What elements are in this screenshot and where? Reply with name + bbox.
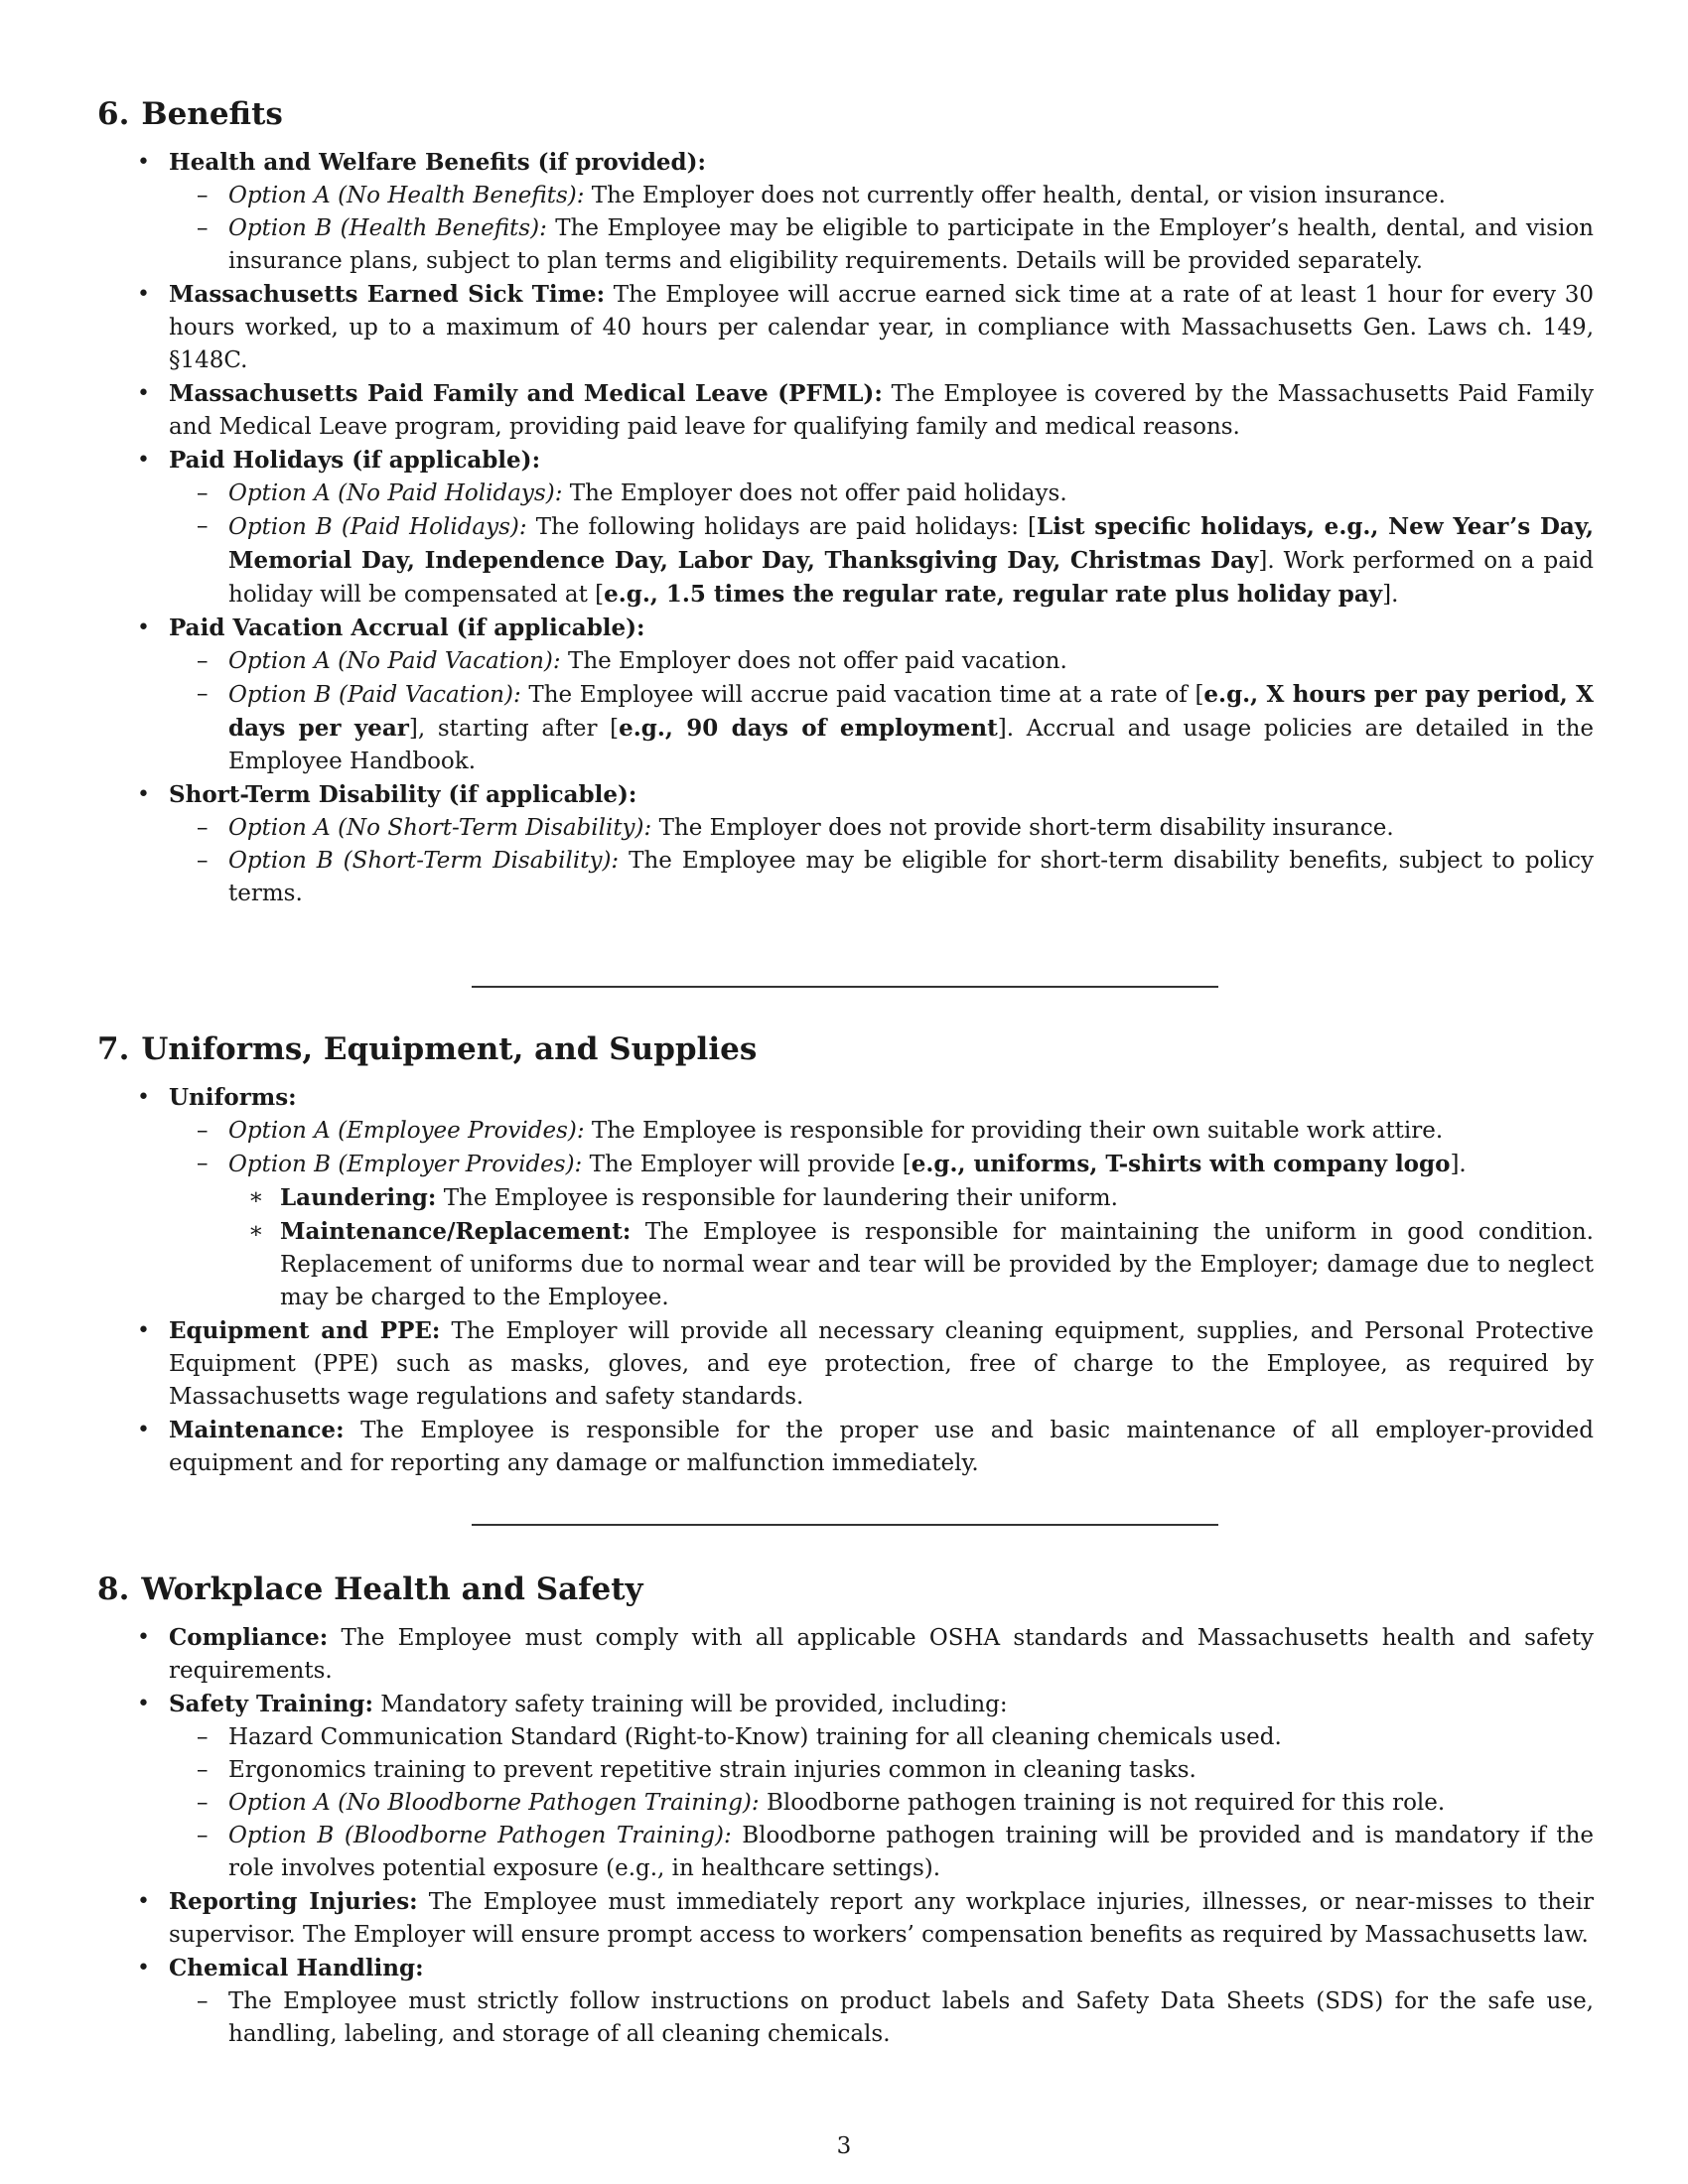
training-item: – Ergonomics training to prevent repetitive strain injuries common in cleaning tasks. bbox=[99, 1754, 1594, 1787]
section-benefits bbox=[99, 94, 1594, 910]
list-item-uniforms: • Uniforms: – Option A (Employee Provides): The Employee is responsible for providing their own suitable work attire. – Option B (Employer Provides): The Employer will provide [e.g., uniforms, T-shirts with company logo]. ∗ Laundering: The Employee is responsible for laundering their uniform. ∗ Maintenance/Replacement: The Employee is responsible for maintaining the uniform in good condition. Replacement of uniforms due to normal wear and tear will be provided by the Employer; damage due to neglect may be charged to the Employee. bbox=[99, 1081, 1594, 1314]
section-heading: 7. Uniforms, Equipment, and Supplies bbox=[97, 1031, 758, 1067]
option-item: – Option A (No Bloodborne Pathogen Training): Bloodborne pathogen training is not required for this role. bbox=[99, 1787, 1594, 1820]
option-item: – Option B (Employer Provides): The Employer will provide [e.g., uniforms, T-shirts with company logo]. ∗ Laundering: The Employee is responsible for laundering their uniform. ∗ Maintenance/Replacement: The Employee is responsible for maintaining the uniform in good condition. Replacement of uniforms due to normal wear and tear will be provided by the Employer; damage due to neglect may be charged to the Employee. bbox=[99, 1148, 1594, 1314]
list-item-holidays: • Paid Holidays (if applicable): – Option A (No Paid Holidays): The Employer does not offer paid holidays. – Option B (Paid Holidays): The following holidays are paid holidays: [List specific holidays, e.g., New Year’s Day, Memorial Day, Independence Day, Labor Day, Thanksgiving Day, Christmas Day]. Work performed on a paid holiday will be compensated at [e.g., 1.5 times the regular rate, regular rate plus holiday pay]. bbox=[99, 444, 1594, 612]
page-number: 3 bbox=[836, 2133, 852, 2159]
option-item: – Option A (No Paid Holidays): The Employer does not offer paid holidays. bbox=[99, 478, 1594, 510]
sub-option-item: ∗ Laundering: The Employee is responsible for laundering their uniform. bbox=[99, 1181, 1594, 1215]
option-item: – Option B (Paid Holidays): The following holidays are paid holidays: [List specific holidays, e.g., New Year’s Day, Memorial Day, Independence Day, Labor Day, Thanksgiving Day, Christmas Day]. Work performed on a paid holiday will be compensated at [e.g., 1.5 times the regular rate, regular rate plus holiday pay]. bbox=[99, 510, 1594, 612]
option-item: – Option B (Bloodborne Pathogen Training): Bloodborne pathogen training will be provided and is mandatory if the role involves potential exposure (e.g., in healthcare settings). bbox=[99, 1820, 1594, 1885]
list-item-reporting-injuries: • Reporting Injuries: The Employee must immediately report any workplace injuries, illnesses, or near-misses to their supervisor. The Employer will ensure prompt access to workers’ compensation benefits as required by Massachusetts law. bbox=[99, 1885, 1594, 1952]
list-item-short-term-disability: • Short-Term Disability (if applicable): – Option A (No Short-Term Disability): The Employer does not provide short-term disability insurance. – Option B (Short-Term Disability): The Employee may be eligible for short-term disability benefits, subject to policy terms. bbox=[99, 778, 1594, 910]
list-item-health: • Health and Welfare Benefits (if provided): – Option A (No Health Benefits): The Employer does not currently offer health, dental, or vision insurance. – Option B (Health Benefits): The Employee may be eligible to participate in the Employer’s health, dental, and vision insurance plans, subject to plan terms and eligibility requirements. Details will be provided separately. bbox=[99, 146, 1594, 278]
list-item-equipment-ppe: • Equipment and PPE: The Employer will provide all necessary cleaning equipment, supplies, and Personal Protective Equipment (PPE) such as masks, gloves, and eye protection, free of charge to the Employee, as required by Massachusetts wage regulations and safety standards. bbox=[99, 1314, 1594, 1414]
training-item: – Hazard Communication Standard (Right-to-Know) training for all cleaning chemicals used. bbox=[99, 1721, 1594, 1754]
option-item: – Option B (Health Benefits): The Employee may be eligible to participate in the Employer’s health, dental, and vision insurance plans, subject to plan terms and eligibility requirements. Details will be provided separately. bbox=[99, 212, 1594, 278]
option-item: – Option A (No Short-Term Disability): The Employer does not provide short-term disability insurance. bbox=[99, 812, 1594, 845]
list-item-safety-training: • Safety Training: Mandatory safety training will be provided, including: – Hazard Communication Standard (Right-to-Know) training for all cleaning chemicals used. – Ergonomics training to prevent repetitive strain injuries common in cleaning tasks. – Option A (No Bloodborne Pathogen Training): Bloodborne pathogen training is not required for this role. – Option B (Bloodborne Pathogen Training): Bloodborne pathogen training will be provided and is mandatory if the role involves potential exposure (e.g., in healthcare settings). bbox=[99, 1688, 1594, 1885]
list-item-vacation: • Paid Vacation Accrual (if applicable): – Option A (No Paid Vacation): The Employer does not offer paid vacation. – Option B (Paid Vacation): The Employee will accrue paid vacation time at a rate of [e.g., X hours per pay period, X days per year], starting after [e.g., 90 days of employment]. Accrual and usage policies are detailed in the Employee Handbook. bbox=[99, 612, 1594, 778]
list-item-chemical-handling: • Chemical Handling: – The Employee must strictly follow instructions on product labels and Safety Data Sheets (SDS) for the safe use, handling, labeling, and storage of all cleaning chemicals. bbox=[99, 1952, 1594, 2051]
option-item: – Option B (Paid Vacation): The Employee will accrue paid vacation time at a rate of [e.g., X hours per pay period, X days per year], starting after [e.g., 90 days of employment]. Accrual and usage policies are detailed in the Employee Handbook. bbox=[99, 678, 1594, 778]
section-divider bbox=[472, 1524, 1218, 1526]
list-item-compliance: • Compliance: The Employee must comply with all applicable OSHA standards and Massachusetts health and safety requirements. bbox=[99, 1621, 1594, 1688]
option-item: – Option A (Employee Provides): The Employee is responsible for providing their own suitable work attire. bbox=[99, 1115, 1594, 1148]
sub-option-item: ∗ Maintenance/Replacement: The Employee is responsible for maintaining the uniform in good condition. Replacement of uniforms due to normal wear and tear will be provided by the Employer; damage due to neglect may be charged to the Employee. bbox=[99, 1215, 1594, 1314]
section-divider bbox=[472, 986, 1218, 988]
chemical-item: – The Employee must strictly follow instructions on product labels and Safety Data Sheets (SDS) for the safe use, handling, labeling, and storage of all cleaning chemicals. bbox=[99, 1985, 1594, 2051]
section-heading: 8. Workplace Health and Safety bbox=[97, 1571, 643, 1607]
section-heading: 6. Benefits bbox=[97, 96, 283, 132]
list-item-sick-time: • Massachusetts Earned Sick Time: The Employee will accrue earned sick time at a rate of at least 1 hour for every 30 hours worked, up to a maximum of 40 hours per calendar year, in compliance with Massachusetts Gen. Laws ch. 149, §148C. bbox=[99, 278, 1594, 377]
option-item: – Option A (No Paid Vacation): The Employer does not offer paid vacation. bbox=[99, 645, 1594, 678]
section-uniforms-equipment bbox=[99, 1029, 1594, 1480]
section-health-safety bbox=[99, 1570, 1594, 2051]
list-item-pfml: • Massachusetts Paid Family and Medical Leave (PFML): The Employee is covered by the Massachusetts Paid Family and Medical Leave program, providing paid leave for qualifying family and medical reasons. bbox=[99, 377, 1594, 444]
list-item-maintenance: • Maintenance: The Employee is responsible for the proper use and basic maintenance of all employer-provided equipment and for reporting any damage or malfunction immediately. bbox=[99, 1414, 1594, 1480]
option-item: – Option A (No Health Benefits): The Employer does not currently offer health, dental, or vision insurance. bbox=[99, 180, 1594, 212]
option-item: – Option B (Short-Term Disability): The Employee may be eligible for short-term disability benefits, subject to policy terms. bbox=[99, 845, 1594, 910]
